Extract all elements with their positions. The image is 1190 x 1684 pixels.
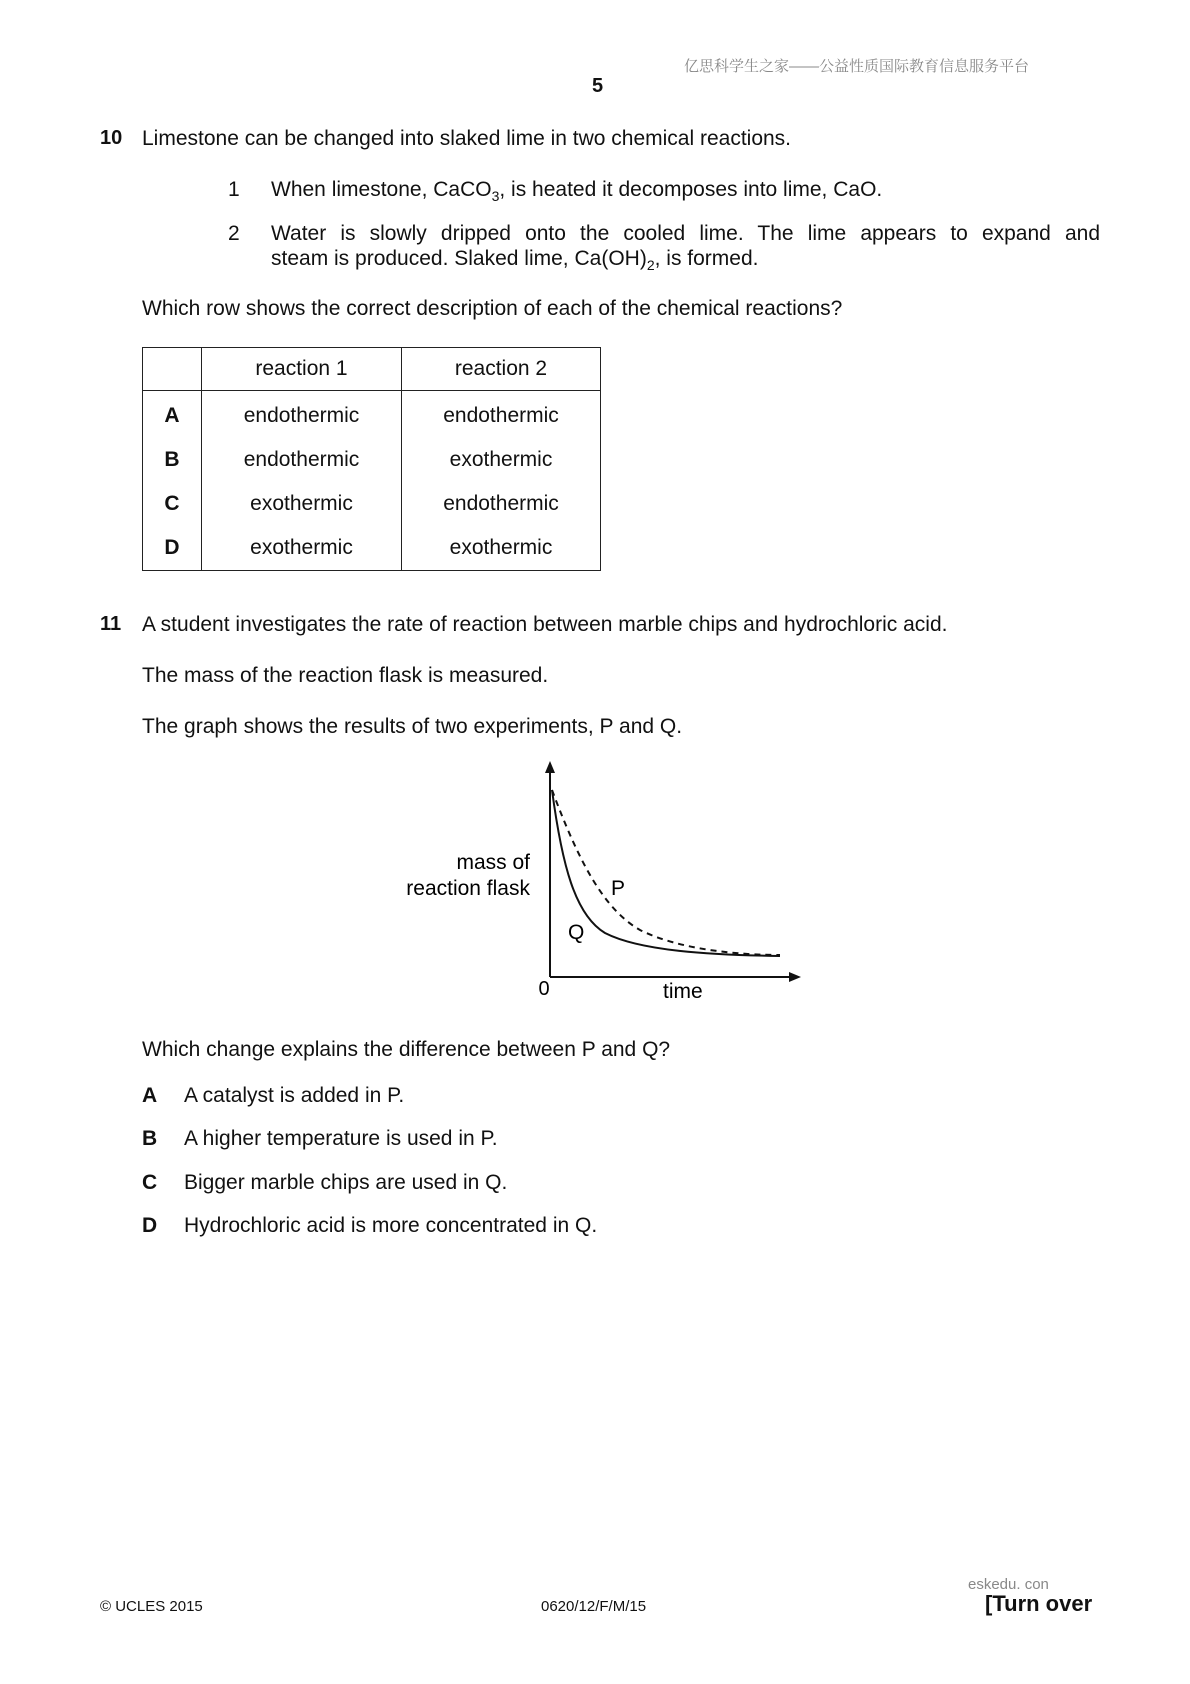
step-1-text: When limestone, CaCO$_3$, is heated it decomposes into lime, CaO. — [271, 178, 883, 205]
table-row — [143, 526, 601, 571]
y-axis-label-line-2: reaction flask — [406, 877, 530, 900]
row-reaction-1: endothermic — [202, 391, 402, 439]
page-number: 5 — [592, 75, 604, 97]
site-watermark: eskedu. con — [968, 1576, 1049, 1593]
option-b-text: A higher temperature is used in P. — [184, 1127, 498, 1150]
step-2-line-2: steam is produced. Slaked lime, $Ca(OH)_2$, is formed. — [271, 247, 759, 274]
question-10-number: 10 — [100, 127, 123, 149]
row-reaction-1: exothermic — [202, 526, 402, 571]
row-reaction-1: exothermic — [202, 482, 402, 526]
row-reaction-1: endothermic — [202, 438, 402, 482]
row-reaction-2: endothermic — [402, 482, 601, 526]
question-10-intro: Limestone can be changed into slaked lime in two chemical reactions. — [142, 127, 792, 150]
question-11-number: 11 — [100, 613, 122, 635]
table-row — [143, 438, 601, 482]
option-a-letter: A — [142, 1084, 158, 1107]
y-axis-label-line-1: mass of — [456, 851, 530, 874]
row-letter: B — [143, 438, 202, 482]
option-d-letter: D — [142, 1214, 158, 1237]
row-reaction-2: exothermic — [402, 438, 601, 482]
table-header-reaction-1: reaction 1 — [202, 348, 402, 391]
table-header-blank — [143, 348, 202, 391]
question-10-prompt: Which row shows the correct description of each of the chemical reactions? — [142, 297, 843, 320]
row-letter: D — [143, 526, 202, 571]
option-c-letter: C — [142, 1171, 158, 1194]
step-2-line-1: Water is slowly dripped onto the cooled lime. The lime appears to expand and — [271, 222, 1100, 245]
question-11-line-3: The graph shows the results of two experiments, P and Q. — [142, 715, 683, 738]
option-b-letter: B — [142, 1127, 158, 1150]
option-a-text: A catalyst is added in P. — [184, 1084, 405, 1107]
paper-code: 0620/12/F/M/15 — [541, 1598, 647, 1615]
curve-p-label: P — [611, 877, 626, 900]
table-row — [143, 482, 601, 526]
step-1-number: 1 — [228, 178, 240, 201]
curve-q — [552, 790, 780, 956]
copyright: © UCLES 2015 — [100, 1598, 203, 1615]
x-axis-label: time — [663, 980, 703, 1003]
question-11-line-2: The mass of the reaction flask is measured. — [142, 664, 549, 687]
table-header-reaction-2: reaction 2 — [402, 348, 601, 391]
turn-over: [Turn over — [985, 1591, 1093, 1616]
question-11-prompt: Which change explains the difference between P and Q? — [142, 1038, 671, 1061]
row-reaction-2: exothermic — [402, 526, 601, 571]
row-letter: A — [143, 391, 202, 439]
row-letter: C — [143, 482, 202, 526]
option-d-text: Hydrochloric acid is more concentrated in Q. — [184, 1214, 598, 1237]
curve-p — [552, 790, 780, 955]
watermark-text: 亿思科学生之家——公益性质国际教育信息服务平台 — [684, 58, 1030, 75]
option-c-text: Bigger marble chips are used in Q. — [184, 1171, 508, 1194]
answer-table — [142, 347, 601, 571]
step-2-number: 2 — [228, 222, 240, 245]
table-row — [143, 391, 601, 439]
origin-label: 0 — [538, 978, 550, 1000]
question-11-intro: A student investigates the rate of reaction between marble chips and hydrochloric acid. — [142, 613, 948, 636]
curve-q-label: Q — [568, 921, 585, 944]
rate-graph — [380, 755, 810, 1015]
row-reaction-2: endothermic — [402, 391, 601, 439]
